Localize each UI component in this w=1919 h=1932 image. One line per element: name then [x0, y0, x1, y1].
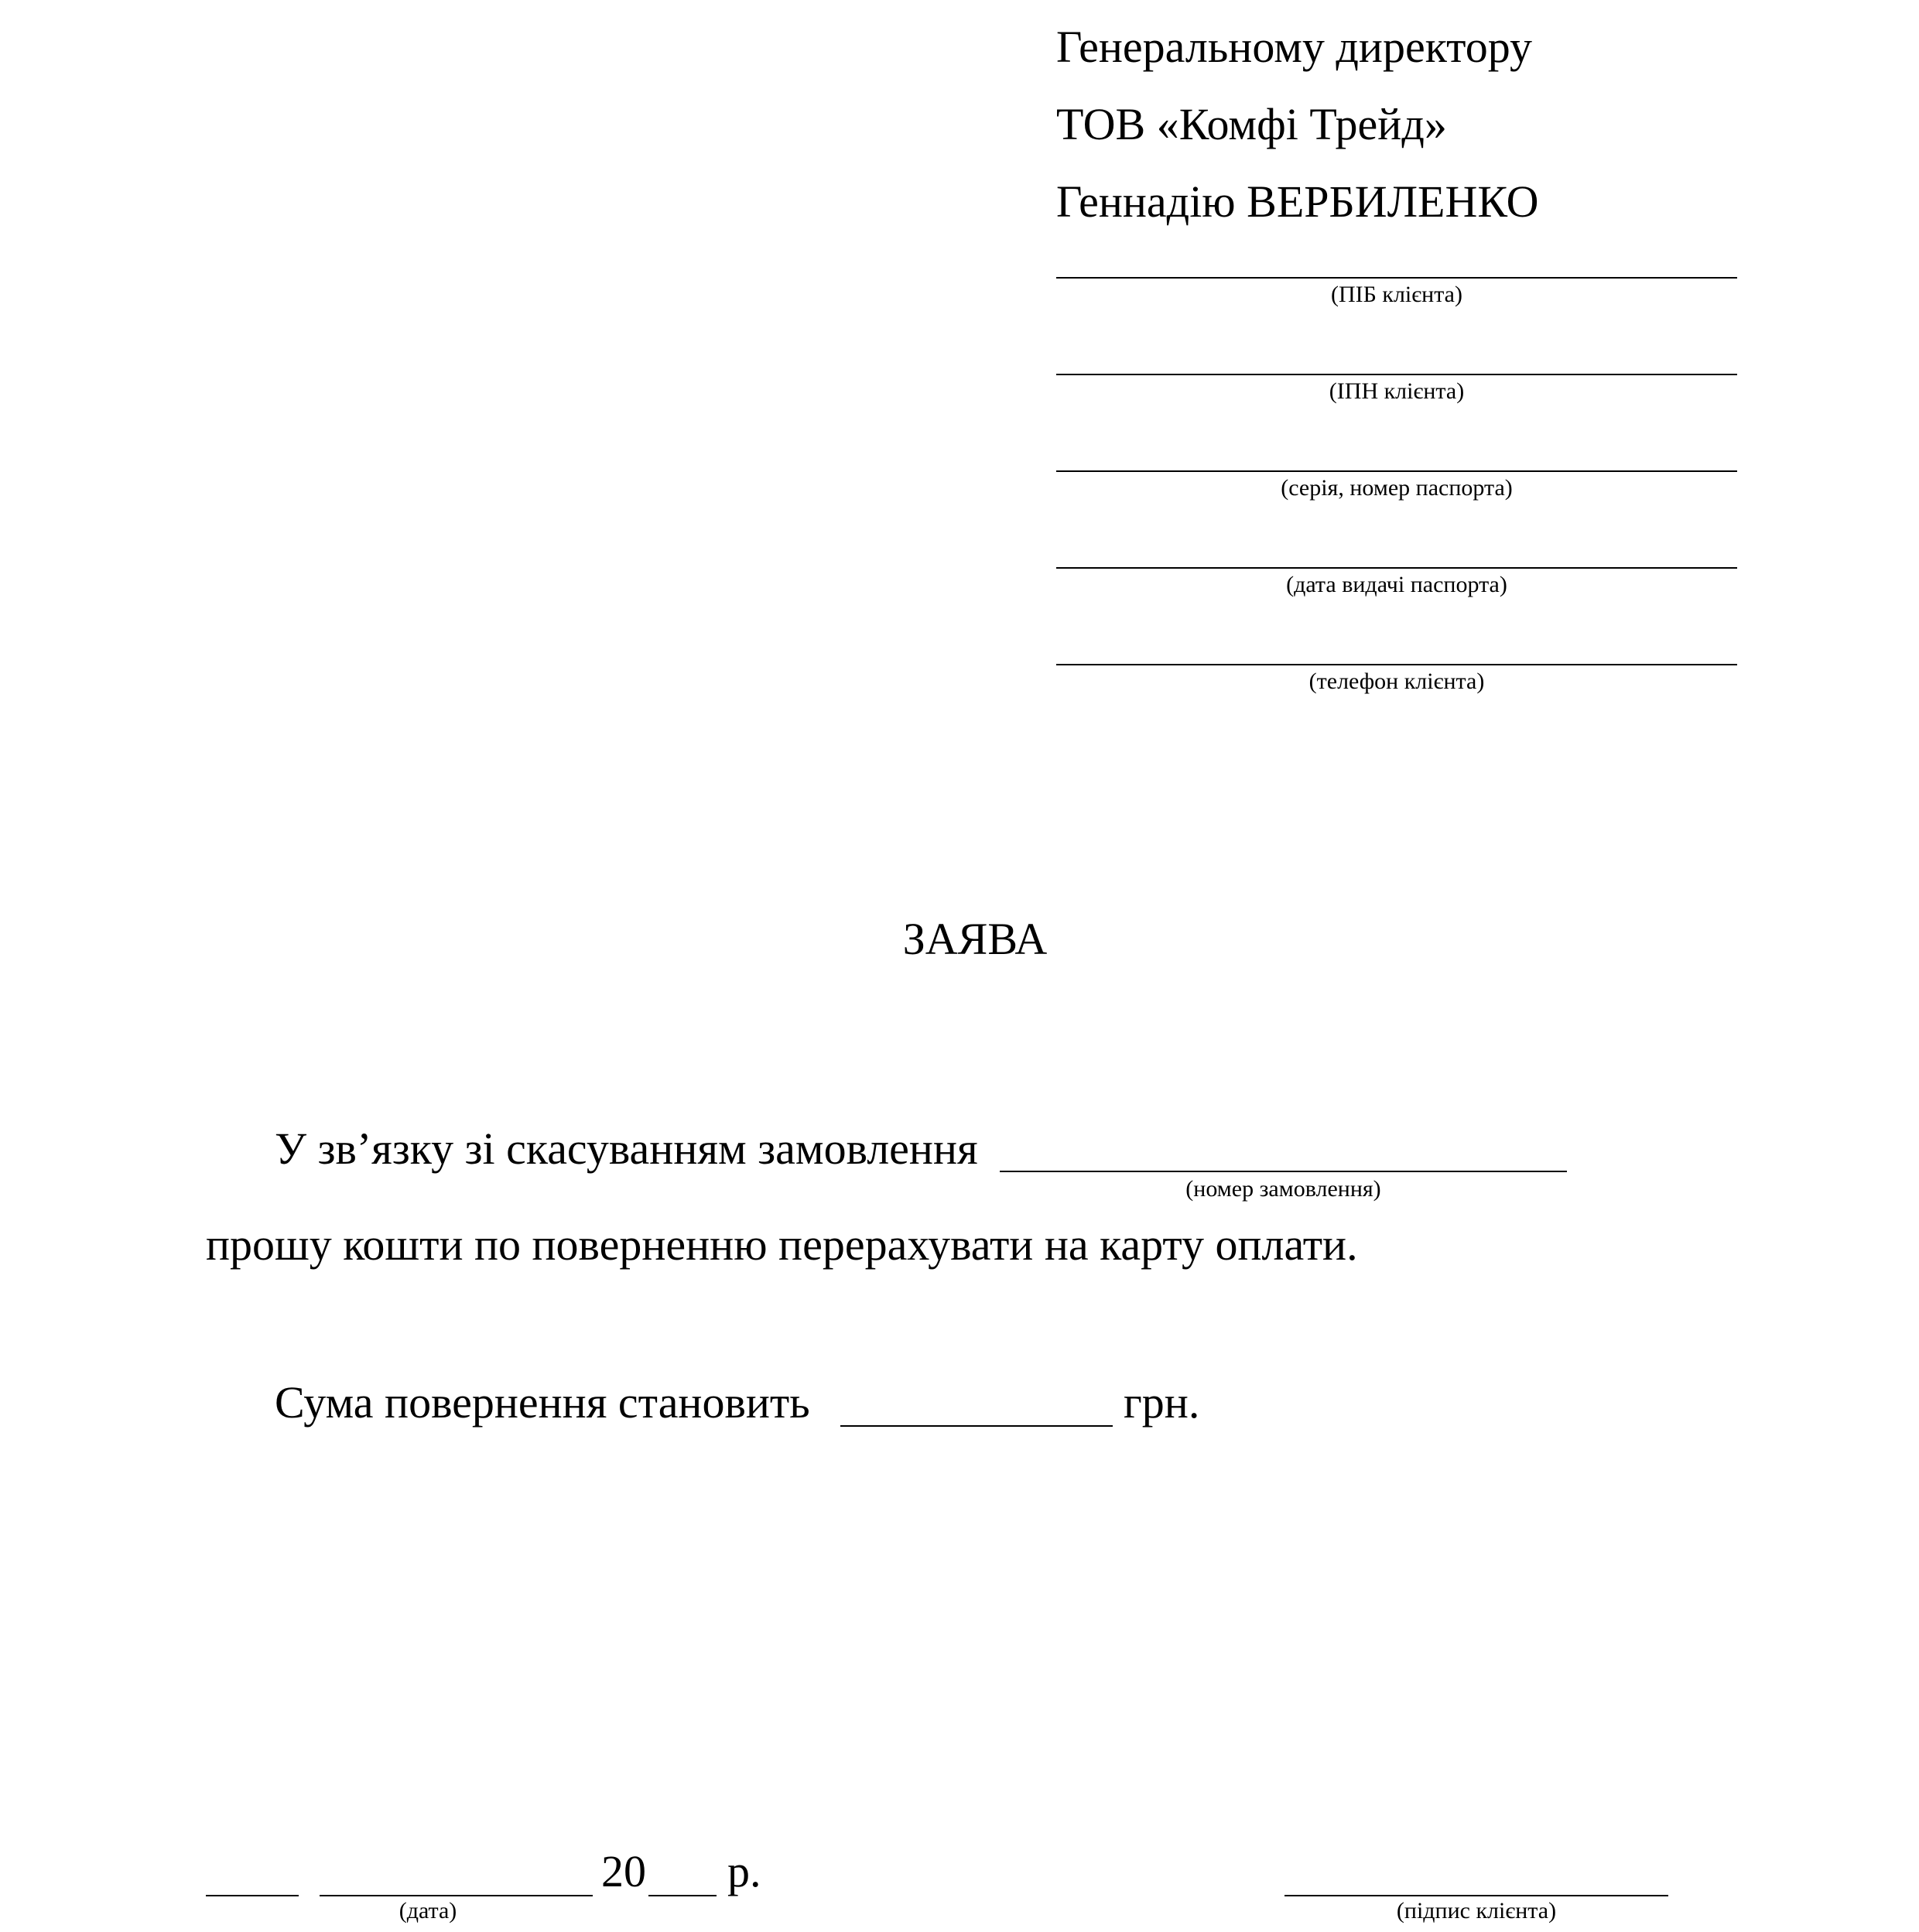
document-title: ЗАЯВА: [902, 914, 1048, 964]
addressee-line-1: Генеральному директору: [1056, 22, 1532, 72]
date-caption: (дата): [399, 1898, 457, 1923]
refund-prefix: Сума повернення становить: [275, 1377, 810, 1428]
refund-currency: грн.: [1124, 1377, 1200, 1428]
client-signature-field[interactable]: [1284, 1895, 1668, 1896]
refund-amount-field[interactable]: [840, 1425, 1113, 1427]
client-tax-id-field[interactable]: [1056, 374, 1737, 375]
client-name-caption: (ПІБ клієнта): [1331, 282, 1462, 307]
passport-number-field[interactable]: [1056, 470, 1737, 472]
client-phone-caption: (телефон клієнта): [1308, 669, 1485, 694]
order-number-caption: (номер замовлення): [1185, 1176, 1381, 1202]
paragraph-1-start: У зв’язку зі скасуванням замовлення: [275, 1123, 978, 1174]
signature-caption: (підпис клієнта): [1396, 1898, 1557, 1923]
client-phone-field[interactable]: [1056, 664, 1737, 665]
paragraph-1-end: прошу кошти по поверненню перерахувати на карту оплати.: [206, 1219, 1358, 1270]
passport-issue-date-caption: (дата видачі паспорта): [1286, 572, 1507, 597]
addressee-line-2: ТОВ «Комфі Трейд»: [1056, 99, 1447, 149]
passport-number-caption: (серія, номер паспорта): [1281, 475, 1513, 501]
year-suffix: р.: [727, 1846, 761, 1896]
date-day-field[interactable]: [206, 1895, 299, 1896]
client-tax-id-caption: (ІПН клієнта): [1329, 378, 1465, 404]
addressee-line-3: Геннадію ВЕРБИЛЕНКО: [1056, 176, 1539, 227]
client-name-field[interactable]: [1056, 277, 1737, 279]
date-year-field[interactable]: [648, 1895, 717, 1896]
year-prefix: 20: [601, 1846, 646, 1896]
order-number-field[interactable]: [1000, 1171, 1567, 1172]
date-month-field[interactable]: [320, 1895, 593, 1896]
passport-issue-date-field[interactable]: [1056, 567, 1737, 569]
